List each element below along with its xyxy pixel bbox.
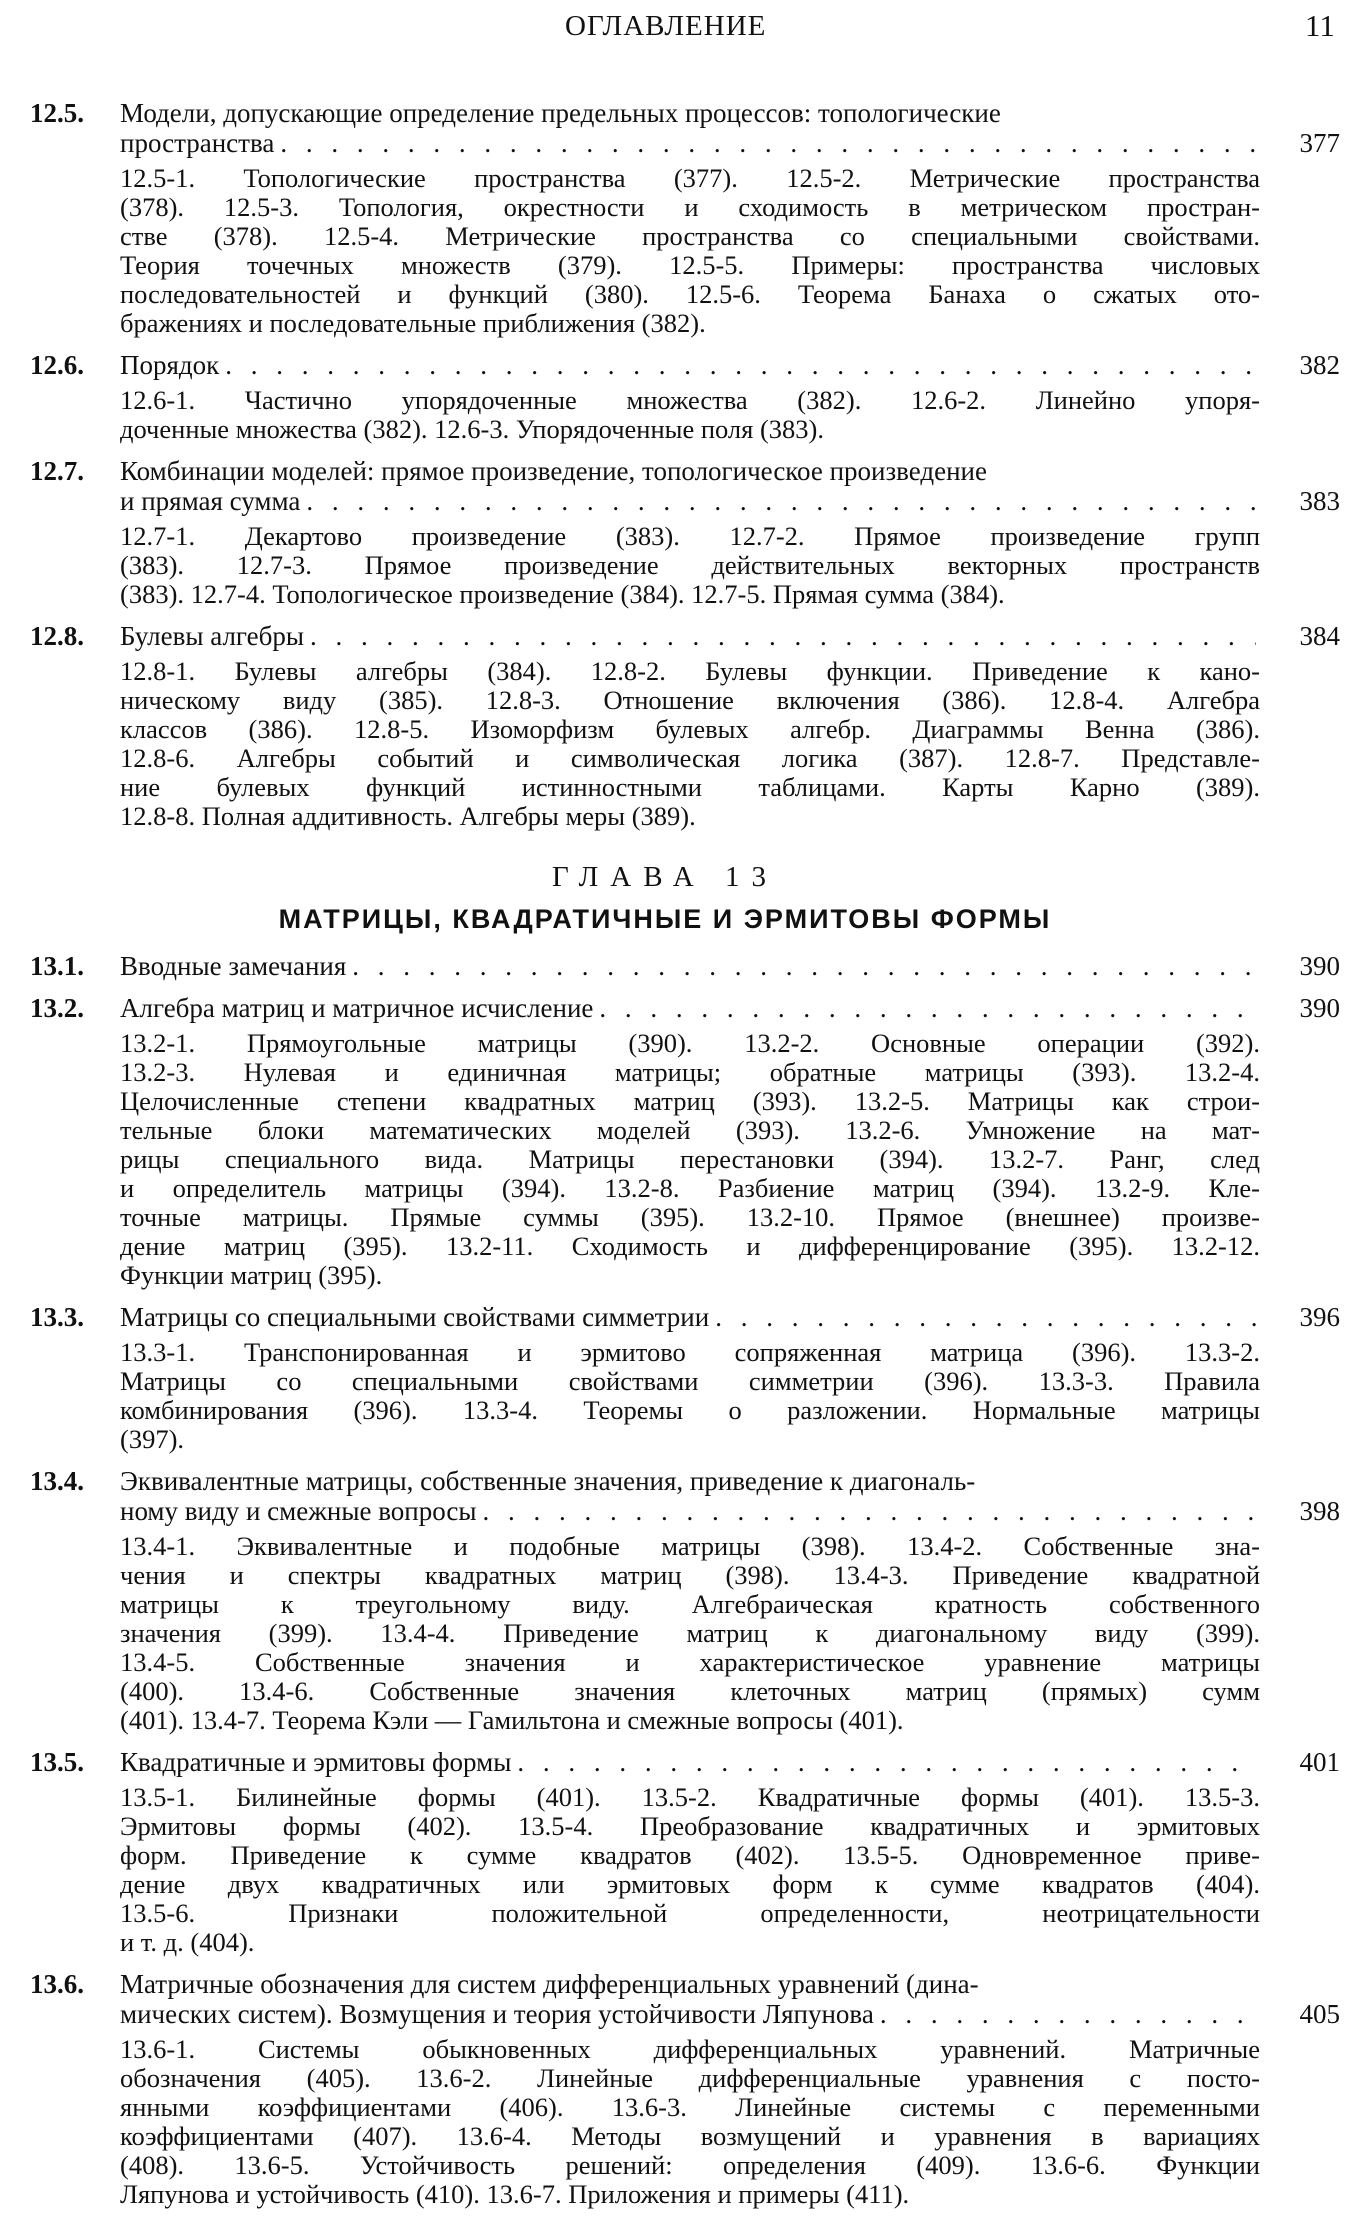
dot-leader [280,128,1256,158]
subsection-list [30,1532,1340,1735]
dot-leader [225,350,1256,380]
subsection-line: 12.7-1. Декартово произведение (383). 12.7-2. Прямое произведение групп [120,521,1260,551]
section-title-leader-row [120,1302,1260,1332]
subsection-line: и определитель матрицы (394). 13.2-8. Разбиение матриц (394). 13.2-9. Кле- [120,1173,1260,1203]
sections-chapter-12 [30,98,1340,831]
subsection-line: 12.6-1. Частично упорядоченные множества (382). 12.6-2. Линейно упоря- [120,385,1260,415]
subsection-line: 12.8-8. Полная аддитивность. Алгебры меры (389). [120,801,696,831]
toc-entry-heading [30,951,1340,981]
section-number: 12.6. [30,350,84,380]
section-number: 13.1. [30,951,84,981]
section-title-leader-row [120,621,1260,651]
subsection-line: и т. д. (404). [120,1927,255,1957]
subsection-line: (383). 12.7-3. Прямое произведение действительных векторных пространств [120,550,1260,580]
subsection-list [30,164,1340,338]
subsection-line: 13.5-1. Билинейные формы (401). 13.5-2. Квадратичные формы (401). 13.5-3. [120,1782,1260,1812]
subsection-line: форм. Приведение к сумме квадратов (402). 13.5-5. Одновременное приве- [120,1840,1260,1870]
subsection-line: доченные множества (382). 12.6-3. Упорядоченные поля (383). [120,414,824,444]
subsection-line: Функции матриц (395). [120,1260,383,1290]
subsection-line: янными коэффициентами (406). 13.6-3. Линейные системы с переменными [120,2092,1260,2122]
subsection-line: (408). 13.6-5. Устойчивость решений: определения (409). 13.6-6. Функции [120,2150,1260,2180]
toc-entry-heading [30,350,1340,380]
subsection-line: 13.4-5. Собственные значения и характеристическое уравнение матрицы [120,1647,1260,1677]
section-title-leader-row [120,350,1260,380]
subsection-line: матрицы к треугольному виду. Алгебраическая кратность собственного [120,1589,1260,1619]
toc-entry-heading [30,621,1340,651]
section-title: и прямая сумма [120,486,301,516]
subsection-line: дение двух квадратичных или эрмитовых форм к сумме квадратов (404). [120,1869,1260,1899]
subsection-line: Целочисленные степени квадратных матриц (393). 13.2-5. Матрицы как строи- [120,1086,1260,1116]
section-number: 12.8. [30,621,84,651]
subsection-line: 13.5-6. Признаки положительной определенности, неотрицательности [120,1898,1260,1928]
section-title-leader-row [120,1496,1260,1526]
subsection-list [30,1029,1340,1290]
section-title-line: Матричные обозначения для систем дифференциальных уравнений (дина- [120,1969,979,1999]
section-page-number: 405 [1299,1999,1340,2029]
section-number: 13.3. [30,1302,84,1332]
subsection-line: Ляпунова и устойчивость (410). 13.6-7. Приложения и примеры (411). [120,2179,910,2209]
section-title-leader-row [120,993,1260,1023]
toc-entry [30,1466,1340,1735]
subsection-line: значения (399). 13.4-4. Приведение матриц к диагональному виду (399). [120,1618,1260,1648]
subsection-list [30,1338,1340,1454]
subsection-list [30,1783,1340,1957]
section-title-line: Комбинации моделей: прямое произведение, топологическое произведение [120,456,987,486]
dot-leader [599,993,1256,1023]
toc-entry [30,1969,1340,2209]
subsection-line: 13.6-1. Системы обыкновенных дифференциальных уравнений. Матричные [120,2034,1260,2064]
toc-entry [30,1302,1340,1454]
toc-entry-heading [30,456,1340,516]
toc-entry [30,951,1340,981]
toc-entry [30,98,1340,338]
subsection-line: Эрмитовы формы (402). 13.5-4. Преобразование квадратичных и эрмитовых [120,1811,1260,1841]
section-page-number: 383 [1299,486,1340,516]
section-page-number: 377 [1299,128,1340,158]
subsection-line: 13.2-3. Нулевая и единичная матрицы; обратные матрицы (393). 13.2-4. [120,1057,1260,1087]
section-title: ному виду и смежные вопросы [120,1496,477,1526]
subsection-list [30,522,1340,609]
subsection-list [30,657,1340,831]
section-title: мических систем). Возмущения и теория устойчивости Ляпунова [120,1999,874,2029]
dot-leader [483,1496,1257,1526]
section-title: Матрицы со специальными свойствами симметрии [120,1302,710,1332]
subsection-line: последовательностей и функций (380). 12.5-6. Теорема Банаха о сжатых ото- [120,279,1260,309]
subsection-line: рицы специального вида. Матрицы перестановки (394). 13.2-7. Ранг, след [120,1144,1260,1174]
sections-chapter-13 [30,951,1340,2209]
dot-leader [715,1302,1256,1332]
dot-leader [352,951,1256,981]
toc-entry-heading [30,98,1340,158]
subsection-line: 13.2-1. Прямоугольные матрицы (390). 13.2-2. Основные операции (392). [120,1028,1260,1058]
section-number: 13.6. [30,1969,84,1999]
section-page-number: 384 [1299,621,1340,651]
section-title-leader-row [120,486,1260,516]
section-number: 13.5. [30,1747,84,1777]
subsection-line: ническому виду (385). 12.8-3. Отношение включения (386). 12.8-4. Алгебра [120,685,1260,715]
section-title: пространства [120,128,275,158]
subsection-line: чения и спектры квадратных матриц (398). 13.4-3. Приведение квадратной [120,1560,1260,1590]
section-title: Квадратичные и эрмитовы формы [120,1747,512,1777]
subsection-line: Матрицы со специальными свойствами симметрии (396). 13.3-3. Правила [120,1366,1260,1396]
toc-entry-heading [30,1302,1340,1332]
toc-entry-heading [30,1747,1340,1777]
section-page-number: 390 [1299,951,1340,981]
dot-leader [306,486,1256,516]
subsection-line: Теория точечных множеств (379). 12.5-5. Примеры: пространства числовых [120,250,1260,280]
subsection-line: ние булевых функций истинностными таблицами. Карты Карно (389). [120,772,1260,802]
subsection-line: бражениях и последовательные приближения (382). [120,308,706,338]
running-head [0,8,1372,48]
subsection-line: 13.4-1. Эквивалентные и подобные матрицы (398). 13.4-2. Собственные зна- [120,1531,1260,1561]
section-number: 13.2. [30,993,84,1023]
subsection-line: обозначения (405). 13.6-2. Линейные дифференциальные уравнения с посто- [120,2063,1260,2093]
subsection-list [30,386,1340,444]
section-title-leader-row [120,128,1260,158]
subsection-line: (401). 13.4-7. Теорема Кэли — Гамильтона и смежные вопросы (401). [120,1705,904,1735]
subsection-line: 13.3-1. Транспонированная и эрмитово сопряженная матрица (396). 13.3-2. [120,1337,1260,1367]
subsection-line: стве (378). 12.5-4. Метрические пространства со специальными свойствами. [120,221,1260,251]
toc-entry [30,993,1340,1290]
subsection-line: дение матриц (395). 13.2-11. Сходимость и дифференцирование (395). 13.2-12. [120,1231,1260,1261]
toc-entry [30,350,1340,444]
running-title: ОГЛАВЛЕНИЕ [565,10,767,42]
toc-entry-heading [30,1969,1340,2029]
dot-leader [310,621,1256,651]
section-number: 12.7. [30,456,84,486]
subsection-line: 12.8-1. Булевы алгебры (384). 12.8-2. Булевы функции. Приведение к кано- [120,656,1260,686]
subsection-line: 12.5-1. Топологические пространства (377). 12.5-2. Метрические пространства [120,163,1260,193]
toc-entry [30,456,1340,609]
subsection-line: тельные блоки математических моделей (393). 13.2-6. Умножение на мат- [120,1115,1260,1145]
subsection-line: коэффициентами (407). 13.6-4. Методы возмущений и уравнения в вариациях [120,2121,1260,2151]
subsection-line: (383). 12.7-4. Топологическое произведение (384). 12.7-5. Прямая сумма (384). [120,579,1005,609]
section-page-number: 382 [1299,350,1340,380]
subsection-line: (400). 13.4-6. Собственные значения клеточных матриц (прямых) сумм [120,1676,1260,1706]
section-title: Вводные замечания [120,951,347,981]
section-title-line: Эквивалентные матрицы, собственные значения, приведение к диагональ- [120,1466,976,1496]
section-page-number: 398 [1299,1496,1340,1526]
section-page-number: 396 [1299,1302,1340,1332]
toc-entry-heading [30,1466,1340,1526]
chapter-label: ГЛАВА 13 [552,861,778,893]
section-title-leader-row [120,951,1260,981]
dot-leader [517,1747,1256,1777]
section-title: Алгебра матриц и матричное исчисление [120,993,594,1023]
subsection-line: 12.8-6. Алгебры событий и символическая логика (387). 12.8-7. Представле- [120,743,1260,773]
subsection-line: точные матрицы. Прямые суммы (395). 13.2-10. Прямое (внешнее) произве- [120,1202,1260,1232]
subsection-line: (378). 12.5-3. Топология, окрестности и сходимость в метрическом простран- [120,192,1260,222]
toc-entry [30,1747,1340,1957]
section-number: 13.4. [30,1466,84,1496]
subsection-line: комбинирования (396). 13.3-4. Теоремы о разложении. Нормальные матрицы [120,1395,1260,1425]
section-page-number: 401 [1299,1747,1340,1777]
chapter-title: МАТРИЦЫ, КВАДРАТИЧНЫЕ И ЭРМИТОВЫ ФОРМЫ [278,904,1052,934]
section-title: Порядок [120,350,220,380]
section-number: 12.5. [30,98,84,128]
section-title: Булевы алгебры [120,621,305,651]
dot-leader [880,1999,1256,2029]
toc-entry [30,621,1340,831]
subsection-line: классов (386). 12.8-5. Изоморфизм булевых алгебр. Диаграммы Венна (386). [120,714,1260,744]
section-title-leader-row [120,1747,1260,1777]
section-title-leader-row [120,1999,1260,2029]
section-page-number: 390 [1299,993,1340,1023]
table-of-contents [30,98,1340,2221]
page-number: 11 [1305,8,1335,43]
section-title-line: Модели, допускающие определение предельных процессов: топологические [120,98,1001,128]
subsection-line: (397). [120,1424,185,1454]
subsection-list [30,2035,1340,2209]
toc-entry-heading [30,993,1340,1023]
